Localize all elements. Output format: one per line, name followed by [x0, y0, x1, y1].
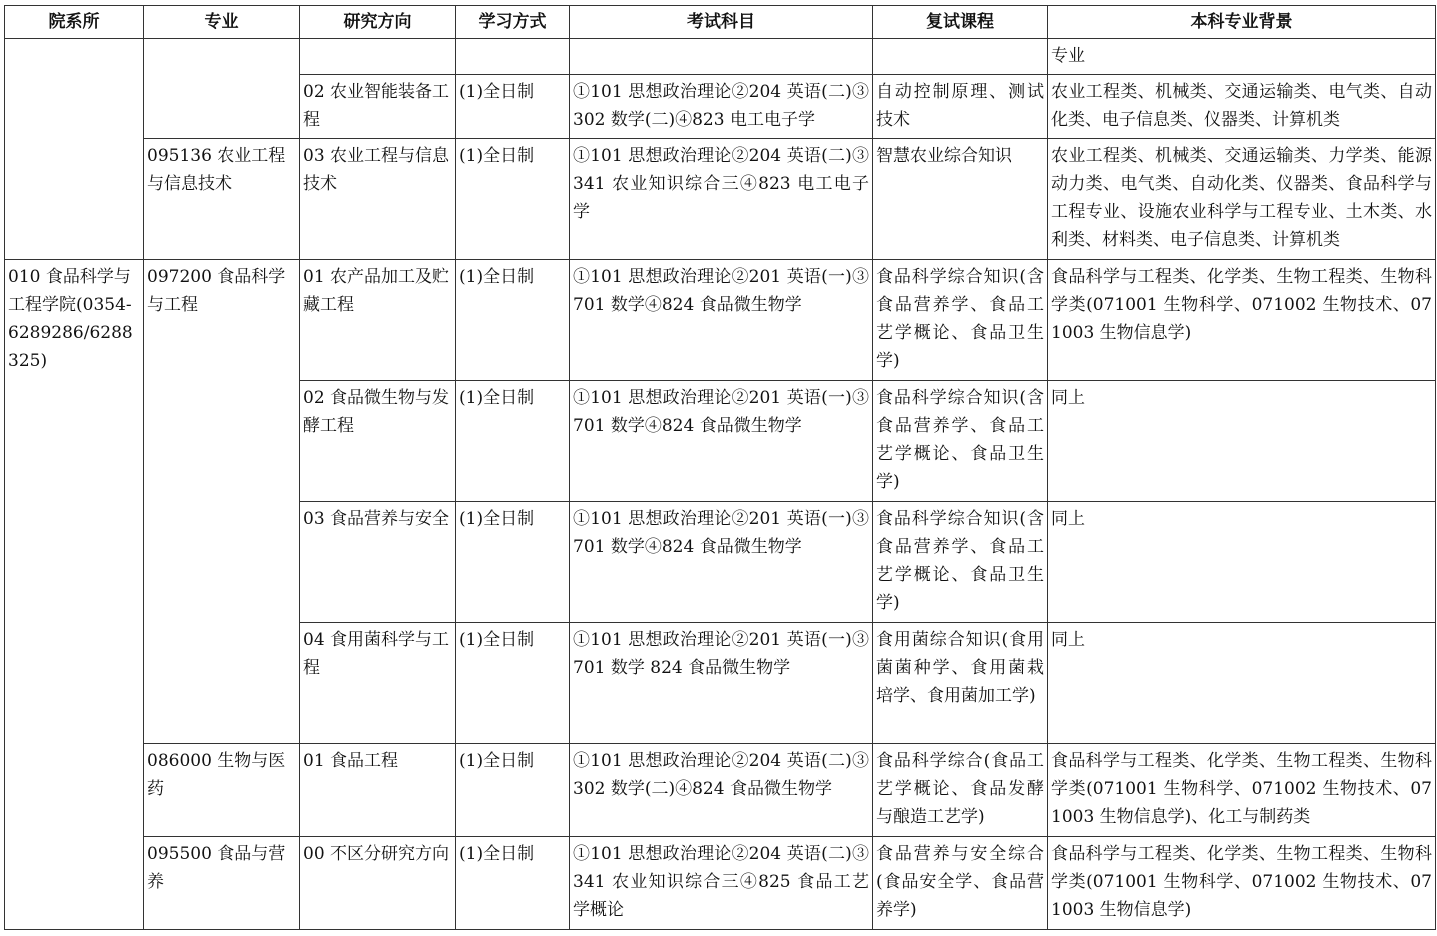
background-cell: 同上	[1048, 502, 1436, 623]
major-cell: 086000 生物与医药	[144, 744, 300, 837]
direction-cell: 02 农业智能装备工程	[300, 75, 456, 139]
header-major: 专业	[144, 6, 300, 39]
exam-cell: ①101 思想政治理论②201 英语(一)③701 数学④824 食品微生物学	[570, 381, 873, 502]
retest-cell: 食品科学综合知识(含食品营养学、食品工艺学概论、食品卫生学)	[873, 260, 1048, 381]
exam-cell: ①101 思想政治理论②201 英语(一)③701 数学 824 食品微生物学	[570, 623, 873, 744]
exam-cell: ①101 思想政治理论②204 英语(二)③302 数学(二)④823 电工电子学	[570, 75, 873, 139]
mode-cell: (1)全日制	[456, 623, 570, 744]
major-cell: 097200 食品科学与工程	[144, 260, 300, 744]
background-cell: 专业	[1048, 39, 1436, 75]
header-exam: 考试科目	[570, 6, 873, 39]
retest-cell: 食品科学综合(食品工艺学概论、食品发酵与酿造工艺学)	[873, 744, 1048, 837]
major-cell: 095500 食品与营养	[144, 837, 300, 930]
header-mode: 学习方式	[456, 6, 570, 39]
direction-cell: 03 农业工程与信息技术	[300, 139, 456, 260]
direction-cell: 02 食品微生物与发酵工程	[300, 381, 456, 502]
retest-cell: 自动控制原理、测试技术	[873, 75, 1048, 139]
background-cell: 食品科学与工程类、化学类、生物工程类、生物科学类(071001 生物科学、071002 生物技术、071003 生物信息学)、化工与制药类	[1048, 744, 1436, 837]
mode-cell	[456, 39, 570, 75]
table-row	[5, 744, 1436, 837]
header-retest: 复试课程	[873, 6, 1048, 39]
mode-cell: (1)全日制	[456, 75, 570, 139]
direction-cell: 03 食品营养与安全	[300, 502, 456, 623]
table-row	[5, 260, 1436, 381]
background-cell: 食品科学与工程类、化学类、生物工程类、生物科学类(071001 生物科学、071002 生物技术、071003 生物信息学)	[1048, 260, 1436, 381]
background-cell: 农业工程类、机械类、交通运输类、电气类、自动化类、电子信息类、仪器类、计算机类	[1048, 75, 1436, 139]
retest-cell: 食品科学综合知识(含食品营养学、食品工艺学概论、食品卫生学)	[873, 381, 1048, 502]
table-row	[5, 837, 1436, 930]
direction-cell	[300, 39, 456, 75]
mode-cell: (1)全日制	[456, 744, 570, 837]
background-cell: 同上	[1048, 623, 1436, 744]
retest-cell: 食品营养与安全综合(食品安全学、食品营养学)	[873, 837, 1048, 930]
direction-cell: 04 食用菌科学与工程	[300, 623, 456, 744]
major-cell	[144, 39, 300, 139]
retest-cell: 智慧农业综合知识	[873, 139, 1048, 260]
exam-cell: ①101 思想政治理论②201 英语(一)③701 数学④824 食品微生物学	[570, 260, 873, 381]
table-row	[5, 39, 1436, 75]
mode-cell: (1)全日制	[456, 260, 570, 381]
background-cell: 同上	[1048, 381, 1436, 502]
dept-cell-empty	[5, 39, 144, 260]
header-row	[5, 6, 1436, 39]
background-cell: 食品科学与工程类、化学类、生物工程类、生物科学类(071001 生物科学、071002 生物技术、071003 生物信息学)	[1048, 837, 1436, 930]
mode-cell: (1)全日制	[456, 502, 570, 623]
exam-cell: ①101 思想政治理论②204 英语(二)③341 农业知识综合三④823 电工电子学	[570, 139, 873, 260]
direction-cell: 01 食品工程	[300, 744, 456, 837]
background-cell: 农业工程类、机械类、交通运输类、力学类、能源动力类、电气类、自动化类、仪器类、食品科学与工程专业、设施农业科学与工程专业、土木类、水利类、材料类、电子信息类、计算机类	[1048, 139, 1436, 260]
exam-cell	[570, 39, 873, 75]
direction-cell: 01 农产品加工及贮藏工程	[300, 260, 456, 381]
dept-cell: 010 食品科学与工程学院(0354-6289286/6288325)	[5, 260, 144, 930]
exam-cell: ①101 思想政治理论②201 英语(一)③701 数学④824 食品微生物学	[570, 502, 873, 623]
direction-cell: 00 不区分研究方向	[300, 837, 456, 930]
admissions-table	[4, 5, 1436, 930]
exam-cell: ①101 思想政治理论②204 英语(二)③302 数学(二)④824 食品微生物学	[570, 744, 873, 837]
retest-cell	[873, 39, 1048, 75]
header-direction: 研究方向	[300, 6, 456, 39]
header-dept: 院系所	[5, 6, 144, 39]
retest-cell: 食用菌综合知识(食用菌菌种学、食用菌栽培学、食用菌加工学)	[873, 623, 1048, 744]
major-cell: 095136 农业工程与信息技术	[144, 139, 300, 260]
header-background: 本科专业背景	[1048, 6, 1436, 39]
table-row	[5, 139, 1436, 260]
mode-cell: (1)全日制	[456, 837, 570, 930]
exam-cell: ①101 思想政治理论②204 英语(二)③341 农业知识综合三④825 食品工艺学概论	[570, 837, 873, 930]
mode-cell: (1)全日制	[456, 381, 570, 502]
mode-cell: (1)全日制	[456, 139, 570, 260]
retest-cell: 食品科学综合知识(含食品营养学、食品工艺学概论、食品卫生学)	[873, 502, 1048, 623]
